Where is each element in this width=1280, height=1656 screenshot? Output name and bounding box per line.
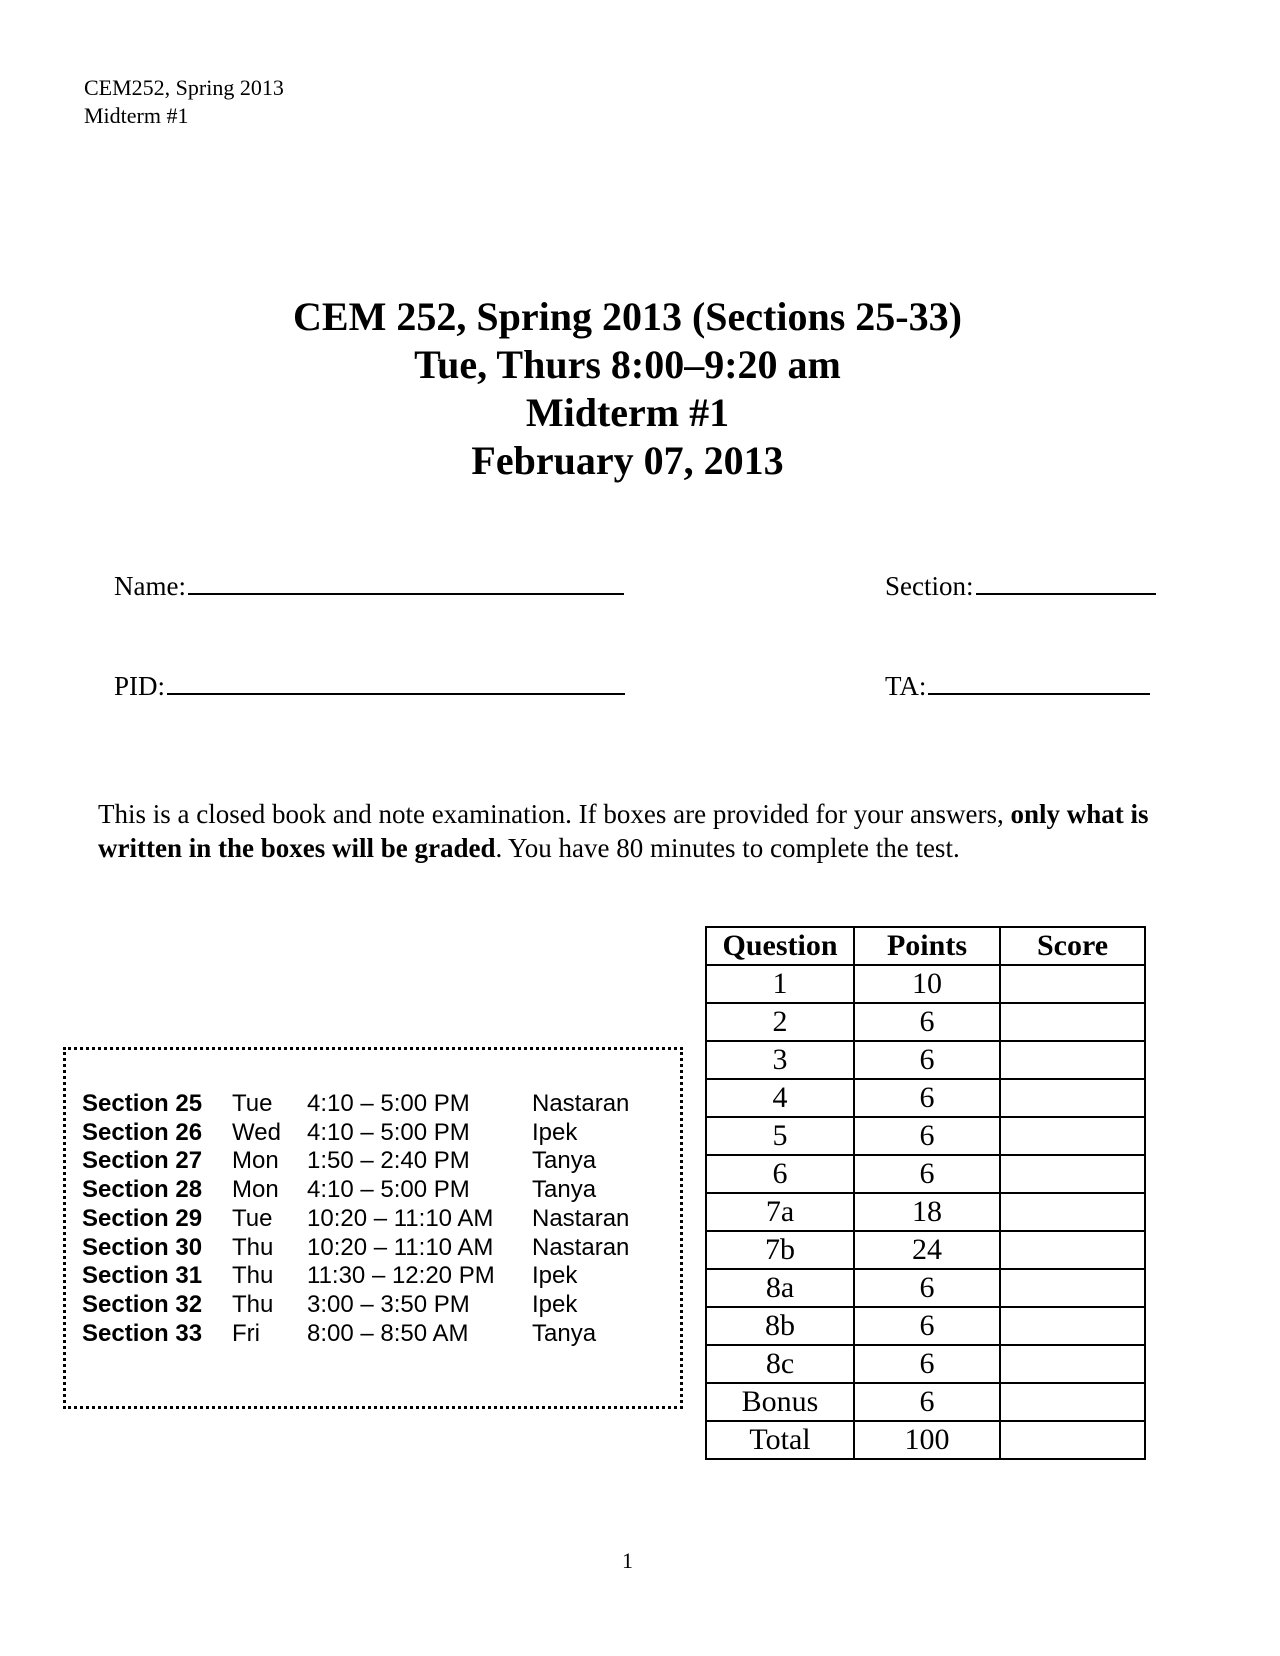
schedule-ta: Ipek xyxy=(532,1118,578,1146)
score-row xyxy=(706,1155,1145,1193)
schedule-ta: Tanya xyxy=(532,1147,597,1175)
section-label: Section: xyxy=(885,571,974,601)
schedule-section: Section 29 xyxy=(82,1204,203,1232)
points-cell: 10 xyxy=(854,965,1000,1003)
points-cell: 6 xyxy=(854,1041,1000,1079)
schedule-day: Tue xyxy=(232,1090,273,1117)
question-cell: 5 xyxy=(706,1117,854,1155)
question-cell: 8c xyxy=(706,1345,854,1383)
points-cell: 6 xyxy=(854,1155,1000,1193)
ta-blank[interactable] xyxy=(928,671,1150,695)
points-cell: 6 xyxy=(854,1307,1000,1345)
points-cell: 100 xyxy=(854,1421,1000,1459)
document-header xyxy=(84,74,284,130)
section-field xyxy=(885,571,1156,602)
points-cell: 6 xyxy=(854,1345,1000,1383)
schedule-row xyxy=(82,1234,629,1263)
schedule-section: Section 30 xyxy=(82,1233,203,1261)
question-cell: 2 xyxy=(706,1003,854,1041)
score-table xyxy=(705,926,1146,1460)
score-cell[interactable] xyxy=(1000,1231,1145,1269)
header-question: Question xyxy=(706,927,854,965)
question-cell: 8b xyxy=(706,1307,854,1345)
score-cell[interactable] xyxy=(1000,1003,1145,1041)
schedule-day: Mon xyxy=(232,1176,279,1204)
schedule-day: Thu xyxy=(232,1290,274,1318)
course-header: CEM252, Spring 2013 xyxy=(84,75,284,100)
question-cell: 1 xyxy=(706,965,854,1003)
score-row xyxy=(706,1003,1145,1041)
schedule-row xyxy=(82,1090,629,1119)
section-schedule-box xyxy=(63,1047,683,1409)
points-cell: 6 xyxy=(854,1003,1000,1041)
schedule-day: Tue xyxy=(232,1204,273,1232)
schedule-section: Section 25 xyxy=(82,1090,203,1117)
title-course: CEM 252, Spring 2013 (Sections 25-33) xyxy=(293,294,962,339)
score-cell[interactable] xyxy=(1000,1041,1145,1079)
instructions-text-1: This is a closed book and note examination. If boxes are provided for your answers, xyxy=(98,799,1011,829)
question-cell: 3 xyxy=(706,1041,854,1079)
exam-title xyxy=(0,293,1255,485)
schedule-day: Thu xyxy=(232,1233,274,1261)
schedule-section: Section 28 xyxy=(82,1176,203,1204)
schedule-day: Thu xyxy=(232,1262,274,1290)
section-blank[interactable] xyxy=(976,571,1156,595)
pid-label: PID: xyxy=(114,671,166,701)
name-field xyxy=(114,571,624,602)
question-cell: 7b xyxy=(706,1231,854,1269)
score-cell[interactable] xyxy=(1000,1269,1145,1307)
score-row xyxy=(706,1117,1145,1155)
schedule-ta: Tanya xyxy=(532,1176,597,1204)
schedule-row xyxy=(82,1119,629,1148)
ta-label: TA: xyxy=(885,671,927,701)
schedule-time: 8:00 – 8:50 AM xyxy=(307,1319,469,1347)
schedule-row xyxy=(82,1147,629,1176)
schedule-section: Section 27 xyxy=(82,1147,203,1175)
name-label: Name: xyxy=(114,571,186,601)
score-cell[interactable] xyxy=(1000,1155,1145,1193)
score-row xyxy=(706,1041,1145,1079)
schedule-time: 4:10 – 5:00 PM xyxy=(307,1118,470,1146)
points-cell: 6 xyxy=(854,1079,1000,1117)
points-cell: 6 xyxy=(854,1269,1000,1307)
score-row xyxy=(706,1307,1145,1345)
score-cell[interactable] xyxy=(1000,1117,1145,1155)
schedule-day: Fri xyxy=(232,1319,260,1347)
pid-blank[interactable] xyxy=(167,671,625,695)
title-date: February 07, 2013 xyxy=(471,438,784,483)
schedule-ta: Ipek xyxy=(532,1290,578,1318)
exam-instructions xyxy=(98,797,1178,865)
schedule-row xyxy=(82,1320,629,1349)
exam-header: Midterm #1 xyxy=(84,103,189,128)
score-row xyxy=(706,1231,1145,1269)
question-cell: 4 xyxy=(706,1079,854,1117)
schedule-day: Wed xyxy=(232,1118,281,1146)
title-schedule: Tue, Thurs 8:00–9:20 am xyxy=(414,342,841,387)
schedule-day: Mon xyxy=(232,1147,279,1175)
score-table-header xyxy=(706,927,1145,965)
schedule-section: Section 33 xyxy=(82,1319,203,1347)
schedule-row xyxy=(82,1262,629,1291)
points-cell: 6 xyxy=(854,1383,1000,1421)
instructions-text-2: . You have 80 minutes to complete the test. xyxy=(495,833,960,863)
schedule-ta: Tanya xyxy=(532,1319,597,1347)
schedule-time: 4:10 – 5:00 PM xyxy=(307,1176,470,1204)
header-points: Points xyxy=(854,927,1000,965)
schedule-ta: Nastaran xyxy=(532,1204,630,1232)
schedule-ta: Nastaran xyxy=(532,1090,630,1117)
question-cell: 6 xyxy=(706,1155,854,1193)
name-blank[interactable] xyxy=(188,571,624,595)
score-cell[interactable] xyxy=(1000,1193,1145,1231)
score-cell[interactable] xyxy=(1000,1079,1145,1117)
schedule-section: Section 31 xyxy=(82,1262,203,1290)
schedule-time: 3:00 – 3:50 PM xyxy=(307,1290,470,1318)
schedule-ta: Nastaran xyxy=(532,1233,630,1261)
score-cell[interactable] xyxy=(1000,1307,1145,1345)
score-row xyxy=(706,965,1145,1003)
schedule-time: 4:10 – 5:00 PM xyxy=(307,1090,470,1117)
score-row xyxy=(706,1193,1145,1231)
schedule-time: 10:20 – 11:10 AM xyxy=(307,1204,494,1232)
score-cell[interactable] xyxy=(1000,1345,1145,1383)
points-cell: 18 xyxy=(854,1193,1000,1231)
schedule-row xyxy=(82,1291,629,1320)
schedule-row xyxy=(82,1176,629,1205)
score-cell[interactable] xyxy=(1000,1421,1145,1459)
points-cell: 24 xyxy=(854,1231,1000,1269)
title-exam: Midterm #1 xyxy=(525,390,730,435)
section-schedule-table xyxy=(82,1090,629,1348)
score-row xyxy=(706,1079,1145,1117)
points-cell: 6 xyxy=(854,1117,1000,1155)
schedule-row xyxy=(82,1205,629,1234)
schedule-time: 11:30 – 12:20 PM xyxy=(307,1262,495,1290)
question-cell: Total xyxy=(706,1421,854,1459)
instructions-bold: only what is written in the boxes will be graded xyxy=(98,799,1149,863)
question-cell: 7a xyxy=(706,1193,854,1231)
question-cell: 8a xyxy=(706,1269,854,1307)
schedule-time: 10:20 – 11:10 AM xyxy=(307,1233,494,1261)
page-number: 1 xyxy=(622,1548,633,1573)
pid-field xyxy=(114,671,625,702)
score-cell[interactable] xyxy=(1000,1383,1145,1421)
schedule-section: Section 32 xyxy=(82,1290,203,1318)
score-row xyxy=(706,1383,1145,1421)
score-row xyxy=(706,1269,1145,1307)
score-cell[interactable] xyxy=(1000,965,1145,1003)
header-score: Score xyxy=(1000,927,1145,965)
schedule-ta: Ipek xyxy=(532,1262,578,1290)
score-row-total xyxy=(706,1421,1145,1459)
ta-field xyxy=(885,671,1150,702)
schedule-time: 1:50 – 2:40 PM xyxy=(307,1147,470,1175)
schedule-section: Section 26 xyxy=(82,1118,203,1146)
score-row xyxy=(706,1345,1145,1383)
question-cell: Bonus xyxy=(706,1383,854,1421)
